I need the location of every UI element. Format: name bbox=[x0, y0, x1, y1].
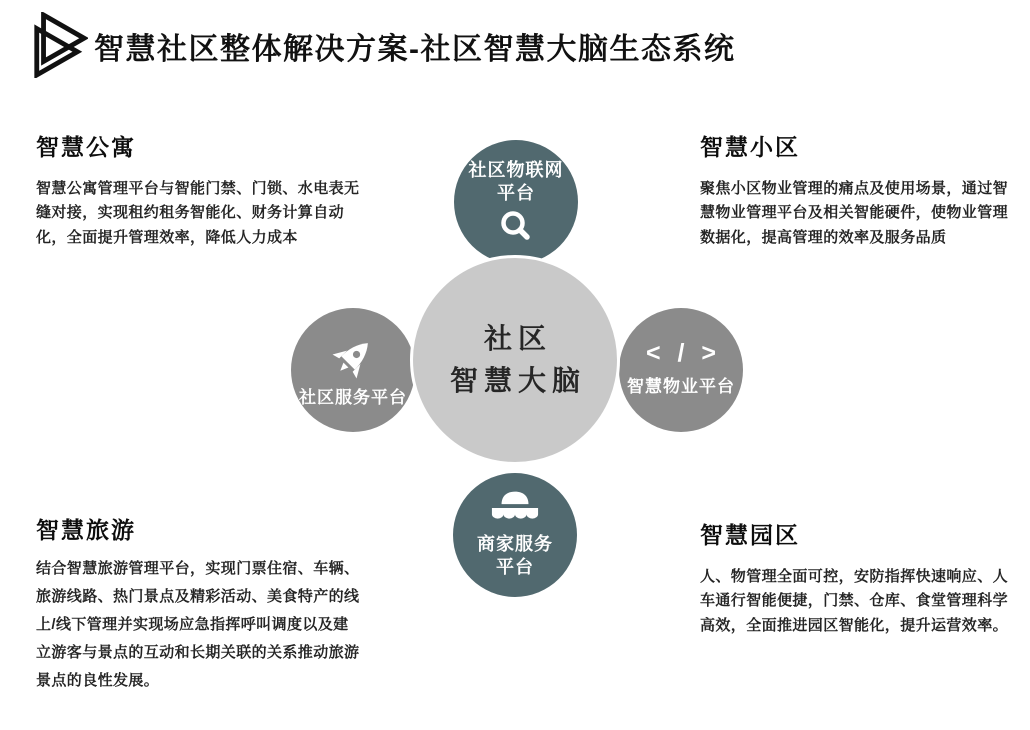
section-heading-tourism: 智慧旅游 bbox=[36, 517, 136, 543]
node-iot-platform bbox=[454, 140, 578, 264]
node-property-platform bbox=[619, 308, 743, 432]
store-icon bbox=[490, 491, 540, 525]
section-smart-tourism bbox=[36, 512, 362, 694]
node-community-service-platform bbox=[291, 308, 415, 432]
section-smart-residential bbox=[700, 129, 1016, 250]
center-label-line2: 智慧大脑 bbox=[449, 365, 586, 396]
section-smart-park bbox=[700, 517, 1022, 638]
logo-icon bbox=[30, 12, 88, 78]
search-icon bbox=[498, 209, 534, 245]
node-service-label: 社区服务平台 bbox=[299, 387, 407, 407]
node-merchant-label: 商家服务 平台 bbox=[477, 533, 553, 577]
section-body-tourism: 结合智慧旅游管理平台，实现门票住宿、车辆、旅游线路、热门景点及精彩活动、美食特产的线上/线下管理并实现场应急指挥呼叫调度以及建立游客与景点的互动和长期关联的关系推动旅游景点的良性发展。 bbox=[36, 560, 360, 689]
section-body-park: 人、物管理全面可控，安防指挥快速响应、人车通行智能便捷，门禁、仓库、食堂管理科学高效，全面推进园区智能化，提升运营效率。 bbox=[700, 568, 1009, 634]
section-smart-apartment bbox=[36, 129, 360, 250]
section-heading-park: 智慧园区 bbox=[700, 522, 800, 548]
section-body-residential: 聚焦小区物业管理的痛点及使用场景，通过智慧物业管理平台及相关智能硬件，使物业管理数据化，提高管理的效率及服务品质 bbox=[700, 180, 1009, 246]
rocket-icon bbox=[326, 331, 380, 385]
code-icon: < / > bbox=[645, 339, 722, 368]
center-label-line1: 社区 bbox=[483, 323, 552, 354]
node-iot-label: 社区物联网 平台 bbox=[468, 159, 564, 203]
section-body-apartment: 智慧公寓管理平台与智能门禁、门锁、水电表无缝对接，实现租约租务智能化、财务计算自动化，全面提升管理效率，降低人力成本 bbox=[36, 180, 360, 246]
node-merchant-platform bbox=[453, 473, 577, 597]
center-circle-smart-brain bbox=[410, 255, 620, 465]
page-title: 智慧社区整体解决方案-社区智慧大脑生态系统 bbox=[94, 33, 736, 66]
node-property-label: 智慧物业平台 bbox=[627, 377, 735, 397]
section-heading-residential: 智慧小区 bbox=[700, 134, 800, 160]
section-heading-apartment: 智慧公寓 bbox=[36, 134, 136, 160]
